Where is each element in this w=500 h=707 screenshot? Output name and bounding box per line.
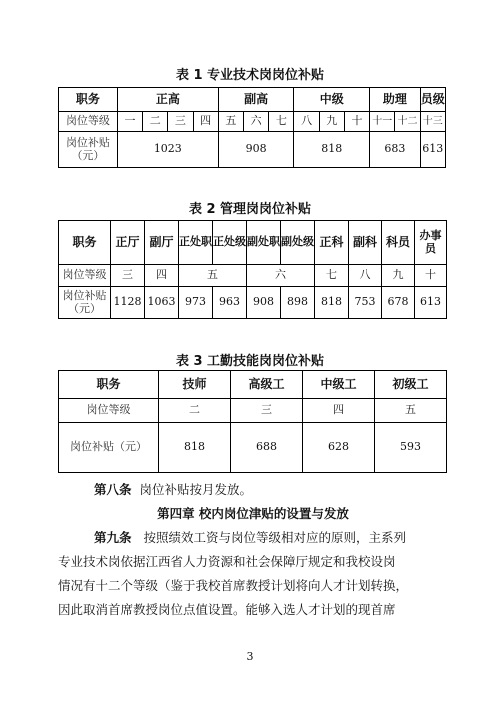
table1-col-zhenggao: 正高 bbox=[117, 88, 218, 112]
table3-col-header: 中级工 bbox=[303, 371, 375, 399]
table3-col-header: 技师 bbox=[159, 371, 231, 399]
table1-subsidy-cell: 613 bbox=[420, 132, 445, 168]
table2-col-header: 副科 bbox=[349, 221, 382, 265]
table2-subsidy-cell: 973 bbox=[179, 287, 213, 319]
table3-caption: 表 3 工勤技能岗岗位补贴 bbox=[175, 354, 325, 369]
table1-grade-cell: 七 bbox=[269, 112, 294, 132]
article9-line3: 情况有十二个等级（鉴于我校首席教授计划将向人才计划转换， bbox=[58, 578, 409, 593]
table3-subsidy-cell: 593 bbox=[375, 423, 447, 473]
table2-col-header: 科员 bbox=[382, 221, 415, 265]
table1-grade-cell: 一 bbox=[117, 112, 142, 132]
table2-col-header: 正厅 bbox=[111, 221, 145, 265]
table2-col-header: 正处职 bbox=[179, 221, 213, 265]
article8-title: 第八条 bbox=[94, 482, 132, 497]
table3-subsidy-cell: 628 bbox=[303, 423, 375, 473]
table3-grade-cell: 三 bbox=[231, 399, 303, 423]
table2-grade-cell: 九 bbox=[382, 265, 415, 287]
table1-caption: 表 1 专业技术岗岗位补贴 bbox=[175, 68, 325, 83]
table2-subsidy-label-line2: （元） bbox=[68, 301, 101, 315]
table2-subsidy-cell: 963 bbox=[213, 287, 247, 319]
article9-line1: 按照绩效工资与岗位等级相对应的原则，主系列 bbox=[143, 530, 406, 545]
table2-caption: 表 2 管理岗岗位补贴 bbox=[188, 202, 312, 217]
table2-grade-cell: 六 bbox=[247, 265, 315, 287]
table3-subsidy-cell: 688 bbox=[231, 423, 303, 473]
table3-col-header: 高级工 bbox=[231, 371, 303, 399]
table3-grade-cell: 四 bbox=[303, 399, 375, 423]
table2-subsidy-cell: 613 bbox=[415, 287, 447, 319]
table3-role-header: 职务 bbox=[59, 371, 159, 399]
table2-subsidy-cell: 678 bbox=[382, 287, 415, 319]
table2-col-header: 副处职 bbox=[247, 221, 281, 265]
article8-text: 岗位补贴按月发放。 bbox=[139, 482, 252, 497]
table2-subsidy-label-line1: 岗位补贴 bbox=[62, 288, 107, 302]
table3-subsidy-cell: 818 bbox=[159, 423, 231, 473]
article8-paragraph bbox=[58, 478, 448, 502]
table1-grade-cell: 二 bbox=[143, 112, 168, 132]
table2-grade-cell: 三 bbox=[111, 265, 145, 287]
table3-subsidy-label: 岗位补贴（元） bbox=[59, 423, 159, 473]
table2-grade-cell: 七 bbox=[315, 265, 349, 287]
table2-subsidy-cell: 1063 bbox=[145, 287, 179, 319]
table3-grade-label: 岗位等级 bbox=[59, 399, 159, 423]
table2 bbox=[58, 220, 447, 319]
table2-subsidy-cell: 818 bbox=[315, 287, 349, 319]
table2-col-header: 正科 bbox=[315, 221, 349, 265]
table1-col-zhongji: 中级 bbox=[294, 88, 370, 112]
table1-subsidy-cell: 1023 bbox=[117, 132, 218, 168]
table2-subsidy-label bbox=[59, 287, 111, 319]
table2-col-header: 正处级 bbox=[213, 221, 247, 265]
article9-paragraph bbox=[58, 526, 448, 622]
table2-col-header: 副厅 bbox=[145, 221, 179, 265]
table1-grade-cell: 四 bbox=[193, 112, 218, 132]
table1-grade-cell: 十一 bbox=[370, 112, 395, 132]
table2-subsidy-cell: 898 bbox=[281, 287, 315, 319]
article9-line4: 因此取消首席教授岗位点值设置。能够入选人才计划的现首席 bbox=[58, 602, 396, 617]
table1-col-fugao: 副高 bbox=[218, 88, 294, 112]
table3-grade-cell: 五 bbox=[375, 399, 447, 423]
chapter-title: 第四章 校内岗位津贴的设置与发放 bbox=[157, 506, 349, 521]
table2-subsidy-cell: 908 bbox=[247, 287, 281, 319]
table3-col-header: 初级工 bbox=[375, 371, 447, 399]
table1-subsidy-label-line1: 岗位补贴 bbox=[65, 135, 110, 149]
table1-col-zhuli: 助理 bbox=[370, 88, 420, 112]
table1-grade-cell: 八 bbox=[294, 112, 319, 132]
table3 bbox=[58, 370, 447, 473]
table1-grade-cell: 十二 bbox=[395, 112, 420, 132]
table1-subsidy-cell: 818 bbox=[294, 132, 370, 168]
page-number: 3 bbox=[246, 650, 254, 663]
table2-grade-cell: 五 bbox=[179, 265, 247, 287]
table1-col-yuanji: 员级 bbox=[420, 88, 445, 112]
table2-role-header: 职务 bbox=[59, 221, 111, 265]
table2-grade-cell: 八 bbox=[349, 265, 382, 287]
table1-subsidy-cell: 908 bbox=[218, 132, 294, 168]
table1-subsidy-label bbox=[59, 132, 118, 168]
table1-subsidy-cell: 683 bbox=[370, 132, 420, 168]
table1-grade-cell: 五 bbox=[218, 112, 243, 132]
table2-subsidy-cell: 753 bbox=[349, 287, 382, 319]
article9-line bbox=[58, 526, 448, 550]
table3-grade-cell: 二 bbox=[159, 399, 231, 423]
table1-grade-label: 岗位等级 bbox=[59, 112, 118, 132]
article9-line2: 专业技术岗依据江西省人力资源和社会保障厅规定和我校设岗 bbox=[58, 554, 396, 569]
table1 bbox=[58, 87, 446, 168]
table1-role-header: 职务 bbox=[59, 88, 118, 112]
table1-grade-cell: 九 bbox=[319, 112, 344, 132]
table1-grade-cell: 十三 bbox=[420, 112, 445, 132]
table2-grade-cell: 十 bbox=[415, 265, 447, 287]
table1-subsidy-label-line2: （元） bbox=[71, 148, 105, 162]
table2-col-header: 办事员 bbox=[415, 221, 447, 265]
table2-grade-label: 岗位等级 bbox=[59, 265, 111, 287]
article9-title: 第九条 bbox=[94, 530, 132, 545]
table1-grade-cell: 六 bbox=[243, 112, 268, 132]
table2-subsidy-cell: 1128 bbox=[111, 287, 145, 319]
table2-col-header: 副处级 bbox=[281, 221, 315, 265]
table1-grade-cell: 十 bbox=[344, 112, 369, 132]
table1-grade-cell: 三 bbox=[168, 112, 193, 132]
table2-grade-cell: 四 bbox=[145, 265, 179, 287]
